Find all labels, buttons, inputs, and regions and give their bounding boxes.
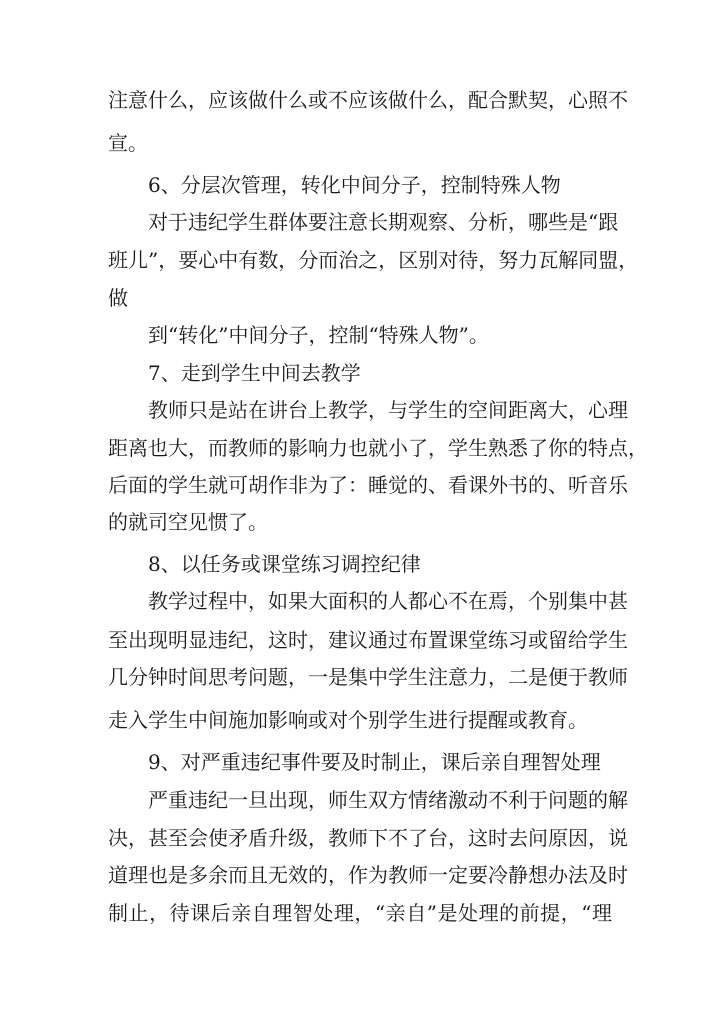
paragraph-line: 到“转化”中间分子，控制“特殊人物”。 (148, 323, 489, 347)
paragraph-line: 几分钟时间思考问题，一是集中学生注意力，二是便于教师 (108, 665, 628, 689)
section-heading-6: 6、分层次管理，转化中间分子，控制特殊人物 (148, 173, 561, 197)
paragraph-line: 教师只是站在讲台上教学，与学生的空间距离大，心理 (148, 398, 628, 422)
paragraph-line: 至出现明显违纪，这时，建议通过布置课堂练习或留给学生 (108, 628, 628, 652)
paragraph-line: 决，甚至会使矛盾升级，教师下不了台，这时去问原因，说 (108, 826, 628, 850)
section-heading-8: 8、以任务或课堂练习调控纪律 (148, 552, 421, 576)
paragraph-line: 制止，待课后亲自理智处理，“亲自”是处理的前提，“理 (108, 901, 612, 925)
paragraph-line: 严重违纪一旦出现，师生双方情绪激动不利于问题的解 (148, 788, 628, 812)
paragraph-line: 注意什么，应该做什么或不应该做什么，配合默契，心照不 (108, 88, 628, 112)
paragraph-line: 距离也大，而教师的影响力也就小了，学生熟悉了你的特点， (108, 436, 648, 460)
paragraph-line: 后面的学生就可胡作非为了：睡觉的、看课外书的、听音乐 (108, 473, 628, 497)
section-heading-9: 9、对严重违纪事件要及时制止，课后亲自理智处理 (148, 750, 601, 774)
paragraph-line: 宣。 (108, 131, 148, 155)
section-heading-7: 7、走到学生中间去教学 (148, 361, 361, 385)
paragraph-line: 对于违纪学生群体要注意长期观察、分析，哪些是“跟 (148, 210, 619, 234)
paragraph-line: 教学过程中，如果大面积的人都心不在焉，个别集中甚 (148, 589, 628, 613)
paragraph-line: 道理也是多余而且无效的，作为教师一定要冷静想办法及时 (108, 863, 628, 887)
paragraph-line: 的就司空见惯了。 (108, 510, 268, 534)
paragraph-line: 做 (108, 286, 128, 310)
paragraph-line: 走入学生中间施加影响或对个别学生进行提醒或教育。 (108, 708, 588, 732)
paragraph-line: 班儿”，要心中有数，分而治之，区别对待，努力瓦解同盟， (108, 248, 639, 272)
